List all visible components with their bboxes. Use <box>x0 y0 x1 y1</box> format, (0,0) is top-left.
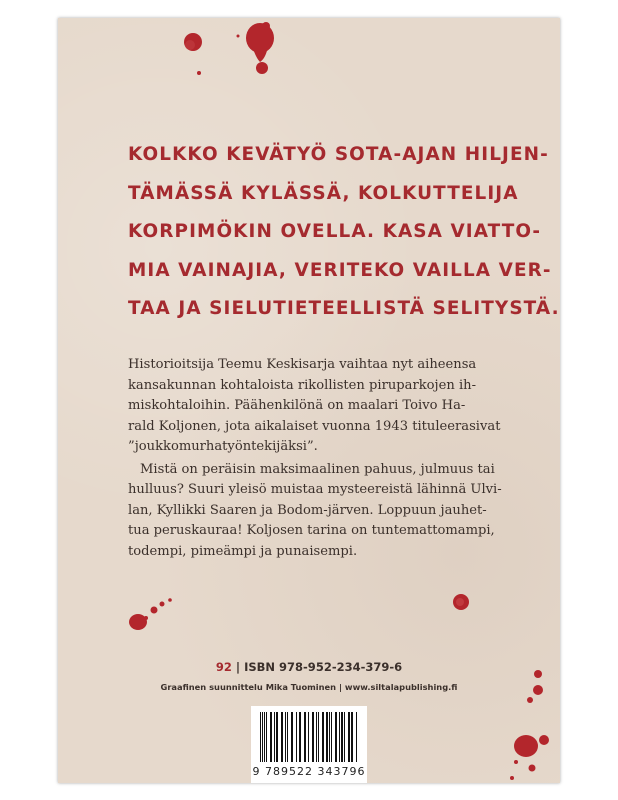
isbn-line <box>58 660 560 674</box>
barcode <box>251 706 367 783</box>
headline-line: TÄMÄSSÄ KYLÄSSÄ, KOLKUTTELIJA <box>128 182 519 204</box>
classification-number: 92 <box>215 660 232 674</box>
headline <box>128 136 560 329</box>
paragraph-1-line: miskohtaloihin. Päähenkilönä on maalari Toivo Ha- <box>128 398 466 413</box>
paragraph-2-line: todempi, pimeämpi ja punaisempi. <box>128 543 358 559</box>
paragraph-1-line: ”joukkomurhatyöntekijäksi”. <box>128 439 318 454</box>
blood-splatter-top <box>176 18 296 98</box>
paragraph-2-line: Mistä on peräisin maksimaalinen pahuus, julmuus tai <box>140 461 495 477</box>
paragraph-2-line: hulluus? Suuri yleisö muistaa mysteereistä lähinnä Ulvi- <box>128 482 502 497</box>
paragraph-2-line: tua peruskauraa! Koljosen tarina on tuntemattomampi, <box>128 523 495 538</box>
headline-line: KORPIMÖKIN OVELLA. KASA VIATTO- <box>128 221 542 242</box>
blood-splatter-right <box>443 588 523 638</box>
paragraph-2-line: lan, Kyllikki Saaren ja Bodom-järven. Loppuun jauhet- <box>128 502 487 518</box>
barcode-bars <box>251 706 367 768</box>
blood-splatter-left <box>118 588 188 638</box>
headline-line: TAA JA SIELUTIETEELLISTÄ SELITYSTÄ. <box>128 298 560 319</box>
isbn-number: ISBN 978-952-234-379-6 <box>244 660 403 674</box>
book-back-cover <box>58 18 560 783</box>
headline-line: KOLKKO KEVÄTYÖ SOTA-AJAN HILJEN- <box>128 144 549 165</box>
barcode-number: 9 789522 343796 <box>252 765 366 778</box>
headline-line: MIA VAINAJIA, VERITEKO VAILLA VER- <box>128 259 552 281</box>
paragraph-1-line: Historioitsija Teemu Keskisarja vaihtaa nyt aiheensa <box>128 357 477 372</box>
description <box>128 355 500 562</box>
isbn-separator: | <box>235 660 241 674</box>
blood-splatter-bottom-right <box>478 658 560 783</box>
paragraph-1-line: rald Koljonen, jota aikalaiset vuonna 1943 tituleerasivat <box>128 418 501 434</box>
paragraph-1-line: kansakunnan kohtaloista rikollisten piruparkojen ih- <box>128 377 476 393</box>
credits-line: Graafinen suunnittelu Mika Tuominen | www.siltalapublishing.fi <box>160 682 458 692</box>
